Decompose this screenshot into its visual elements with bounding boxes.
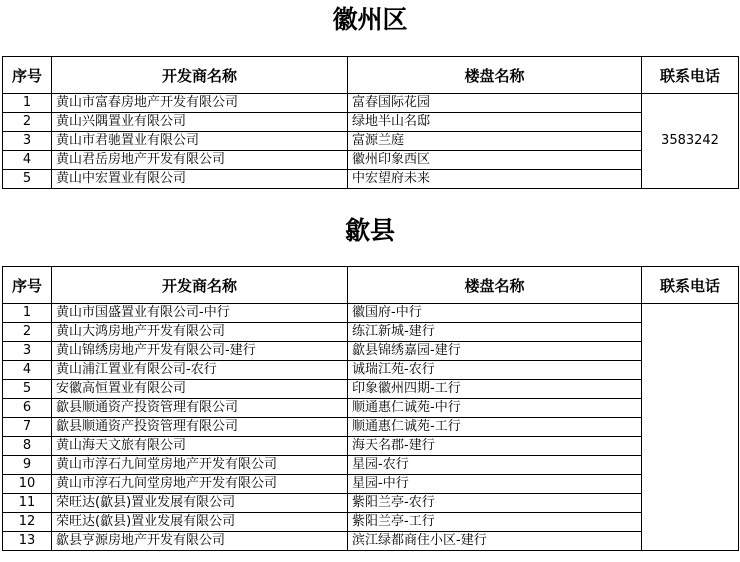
row-index: 1: [3, 94, 52, 113]
header-phone: 联系电话: [642, 267, 739, 304]
contact-phone: [642, 304, 739, 551]
row-developer: 黄山大鸿房地产开发有限公司: [52, 323, 348, 342]
row-developer: 黄山市淳石九间堂房地产开发有限公司: [52, 475, 348, 494]
section-title-shexian: 歙县: [344, 216, 395, 245]
table-row: [3, 513, 739, 532]
table-row: [3, 361, 739, 380]
row-index: 1: [3, 304, 52, 323]
table-row: [3, 170, 739, 189]
table-row: [3, 132, 739, 151]
row-index: 6: [3, 399, 52, 418]
row-property: 练江新城-建行: [348, 323, 642, 342]
row-property: 顺通惠仁诚苑-中行: [348, 399, 642, 418]
header-developer: 开发商名称: [52, 57, 348, 94]
row-developer: 黄山浦江置业有限公司-农行: [52, 361, 348, 380]
row-property: 海天名郡-建行: [348, 437, 642, 456]
row-index: 3: [3, 342, 52, 361]
row-developer: 歙县顺通资产投资管理有限公司: [52, 418, 348, 437]
row-property: 顺通惠仁诚苑-工行: [348, 418, 642, 437]
table-row: [3, 323, 739, 342]
row-developer: 荣旺达(歙县)置业发展有限公司: [52, 494, 348, 513]
table-row: [3, 113, 739, 132]
table-row: [3, 94, 739, 113]
row-index: 2: [3, 323, 52, 342]
row-property: 富源兰庭: [348, 132, 642, 151]
row-developer: 黄山兴隅置业有限公司: [52, 113, 348, 132]
table-row: [3, 437, 739, 456]
table-row: [3, 380, 739, 399]
row-index: 11: [3, 494, 52, 513]
row-index: 4: [3, 151, 52, 170]
row-property: 紫阳兰亭-农行: [348, 494, 642, 513]
header-phone: 联系电话: [642, 57, 739, 94]
row-developer: 黄山锦绣房地产开发有限公司-建行: [52, 342, 348, 361]
header-developer: 开发商名称: [52, 267, 348, 304]
row-property: 绿地半山名邸: [348, 113, 642, 132]
row-developer: 荣旺达(歙县)置业发展有限公司: [52, 513, 348, 532]
table-row: [3, 475, 739, 494]
table-row: [3, 399, 739, 418]
table-header-row: [3, 57, 739, 94]
header-index: 序号: [3, 57, 52, 94]
table-row: [3, 418, 739, 437]
row-developer: 黄山中宏置业有限公司: [52, 170, 348, 189]
row-index: 13: [3, 532, 52, 551]
row-property: 富春国际花园: [348, 94, 642, 113]
row-index: 12: [3, 513, 52, 532]
row-index: 3: [3, 132, 52, 151]
row-index: 5: [3, 380, 52, 399]
row-property: 紫阳兰亭-工行: [348, 513, 642, 532]
row-developer: 安徽高恒置业有限公司: [52, 380, 348, 399]
row-developer: 歙县亨源房地产开发有限公司: [52, 532, 348, 551]
row-property: 星园-农行: [348, 456, 642, 475]
header-property: 楼盘名称: [348, 267, 642, 304]
row-index: 2: [3, 113, 52, 132]
section-title-huizhou: 徽州区: [332, 5, 408, 34]
row-property: 中宏望府未来: [348, 170, 642, 189]
row-property: 滨江绿都商住小区-建行: [348, 532, 642, 551]
row-developer: 黄山君岳房地产开发有限公司: [52, 151, 348, 170]
table-row: [3, 532, 739, 551]
header-property: 楼盘名称: [348, 57, 642, 94]
row-property: 印象徽州四期-工行: [348, 380, 642, 399]
row-index: 10: [3, 475, 52, 494]
row-index: 5: [3, 170, 52, 189]
row-property: 歙县锦绣嘉园-建行: [348, 342, 642, 361]
developer-table-huizhou: [2, 56, 739, 189]
row-developer: 黄山市国盛置业有限公司-中行: [52, 304, 348, 323]
table-row: [3, 304, 739, 323]
contact-phone: 3583242: [642, 94, 739, 189]
row-property: 徽国府-中行: [348, 304, 642, 323]
row-developer: 黄山市淳石九间堂房地产开发有限公司: [52, 456, 348, 475]
row-index: 9: [3, 456, 52, 475]
developer-table-shexian: [2, 266, 739, 551]
table-row: [3, 456, 739, 475]
row-developer: 歙县顺通资产投资管理有限公司: [52, 399, 348, 418]
row-property: 徽州印象西区: [348, 151, 642, 170]
row-developer: 黄山市君驰置业有限公司: [52, 132, 348, 151]
table-row: [3, 494, 739, 513]
row-index: 8: [3, 437, 52, 456]
table-row: [3, 342, 739, 361]
row-developer: 黄山市富春房地产开发有限公司: [52, 94, 348, 113]
row-index: 7: [3, 418, 52, 437]
row-property: 诚瑞江苑-农行: [348, 361, 642, 380]
header-index: 序号: [3, 267, 52, 304]
row-developer: 黄山海天文旅有限公司: [52, 437, 348, 456]
table-row: [3, 151, 739, 170]
row-index: 4: [3, 361, 52, 380]
table-header-row: [3, 267, 739, 304]
row-property: 星园-中行: [348, 475, 642, 494]
